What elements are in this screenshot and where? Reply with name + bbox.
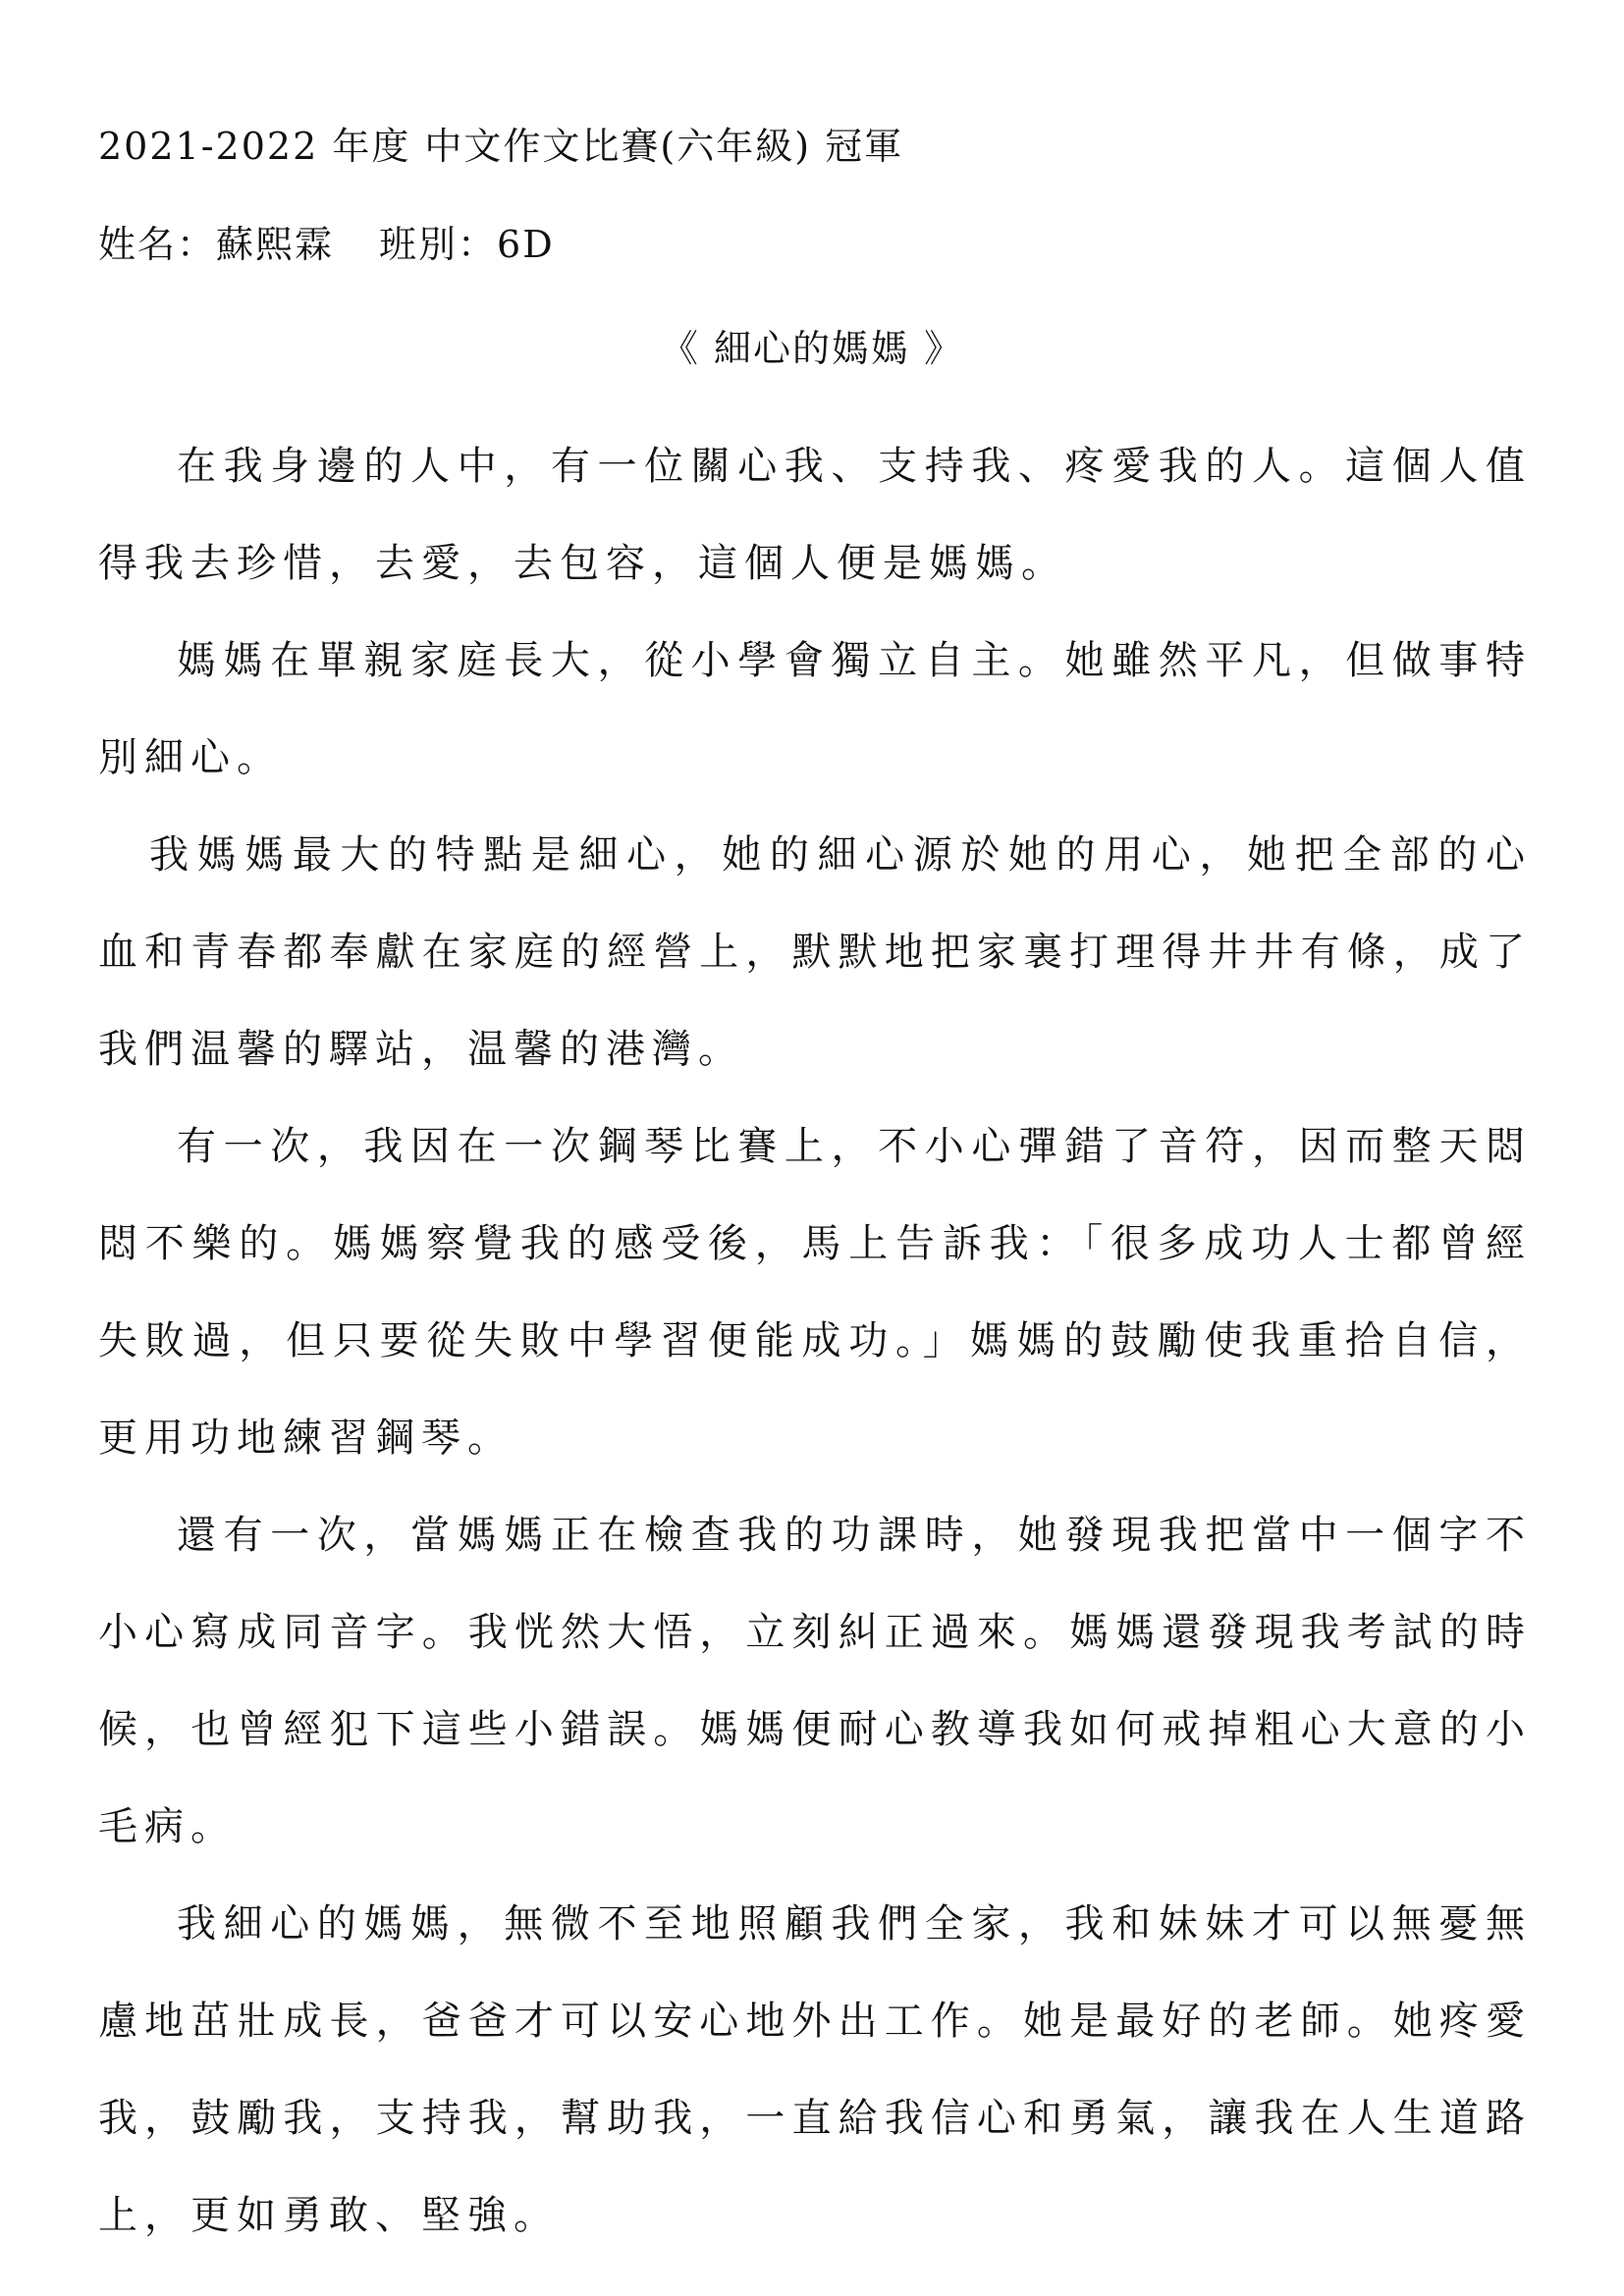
essay-paragraph-4: 有一次，我因在一次鋼琴比賽上，不小心彈錯了音符，因而整天悶悶不樂的。媽媽察覺我的感受後，馬上告訴我：「很多成功人士都曾經失敗過，但只要從失敗中學習便能成功。」媽媽的鼓勵使我重拾自信，更用功地練習鋼琴。 <box>98 1124 1532 1461</box>
essay-paragraph-2: 媽媽在單親家庭長大，從小學會獨立自主。她雖然平凡，但做事特別細心。 <box>98 638 1532 780</box>
essay-paragraph-1: 在我身邊的人中，有一位關心我、支持我、疼愛我的人。這個人值得我去珍惜，去愛，去包容，這個人便是媽媽。 <box>98 444 1532 586</box>
class-label: 班別：6D <box>379 223 555 266</box>
essay-paragraph-3: 我媽媽最大的特點是細心，她的細心源於她的用心，她把全部的心血和青春都奉獻在家庭的經營上，默默地把家裏打理得井井有條，成了我們温馨的驛站，温馨的港灣。 <box>98 832 1532 1072</box>
essay-body <box>98 418 1532 2265</box>
essay-paragraph-5: 還有一次，當媽媽正在檢查我的功課時，她發現我把當中一個字不小心寫成同音字。我恍然大悟，立刻糾正過來。媽媽還發現我考試的時候，也曾經犯下這些小錯誤。媽媽便耐心教導我如何戒掉粗心大意的小毛病。 <box>98 1513 1532 1849</box>
competition-title: 2021-2022 年度 中文作文比賽(六年級) 冠軍 <box>98 125 904 168</box>
student-info-line <box>98 223 555 266</box>
essay-title: 《 細心的媽媽 》 <box>660 327 964 370</box>
essay-paragraph-6: 我細心的媽媽，無微不至地照顧我們全家，我和妹妹才可以無憂無慮地茁壯成長，爸爸才可以安心地外出工作。她是最好的老師。她疼愛我，鼓勵我，支持我，幫助我，一直給我信心和勇氣，讓我在人生道路上，更如勇敢、堅強。 <box>98 1901 1532 2238</box>
student-name: 姓名：蘇熙霖 <box>98 223 335 266</box>
